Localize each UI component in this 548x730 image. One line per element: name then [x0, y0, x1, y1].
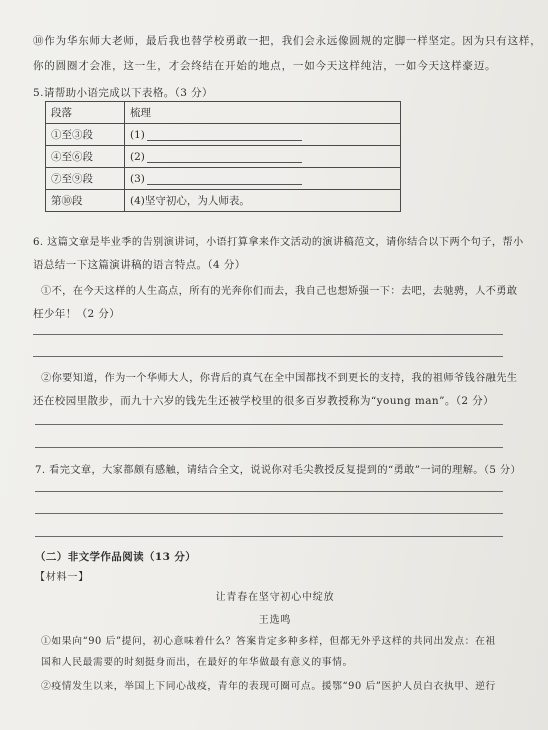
- p2-line1: ②疫情发生以来，举国上下同心战疫，青年的表现可圈可点。援鄂“90 后”医护人员白衣执甲、逆行: [41, 681, 496, 692]
- row-content[interactable]: [125, 168, 401, 190]
- table-row: [46, 168, 401, 190]
- section2-title: （二）非文学作品阅读（13 分）: [35, 551, 197, 563]
- row-label: (3): [130, 172, 145, 185]
- q5-prompt: 5.请帮助小语完成以下表格。（3 分）: [33, 87, 213, 99]
- para10-line2: 你的圆圈才会准，这一生，才会终结在开始的地点，一如今天这样纯洁，一如今天这样豪迈。: [33, 60, 497, 72]
- answer-blank[interactable]: [147, 151, 302, 163]
- header-seg: 段落: [46, 102, 125, 124]
- row-label: (2): [130, 150, 145, 163]
- answer-blank[interactable]: [147, 173, 302, 185]
- answer-line[interactable]: [33, 334, 503, 335]
- article-author: 王选鸣: [258, 615, 292, 626]
- table-row: [46, 190, 401, 212]
- row-content: (4)坚守初心，为人师表。: [125, 190, 401, 212]
- p1-line2: 国和人民最需要的时刻挺身而出，在最好的年华做最有意义的事情。: [41, 657, 353, 668]
- row-seg: ⑦至⑨段: [46, 168, 125, 190]
- q5-table: [45, 101, 401, 212]
- q6-s1-line1: ①不，在今天这样的人生高点，所有的光奔你们而去，我自己也想矫强一下：去吧，去驰骋，人不勇敢: [41, 286, 518, 297]
- table-row: [46, 124, 401, 146]
- answer-line[interactable]: [35, 513, 503, 514]
- answer-line[interactable]: [33, 356, 503, 357]
- row-seg: ④至⑥段: [46, 146, 125, 168]
- answer-line[interactable]: [35, 447, 503, 448]
- q6-s1-line2: 枉少年！（2 分）: [33, 308, 121, 320]
- q6-s2-line1: ②你要知道，作为一个华师大人，你背后的真气在全中国都找不到更长的支持，我的祖师爷钱谷融先生: [41, 373, 518, 384]
- row-content[interactable]: [125, 146, 401, 168]
- row-content[interactable]: [125, 124, 401, 146]
- article-title: 让青春在坚守初心中绽放: [215, 592, 335, 603]
- row-seg: ①至③段: [46, 124, 125, 146]
- row-seg: 第⑩段: [46, 190, 125, 212]
- q7-line1: 7. 看完文章，大家都颇有感触，请结合全文，说说你对毛尖教授反复提到的“勇敢”一词的理解。（5 分）: [35, 465, 522, 476]
- answer-line[interactable]: [35, 424, 503, 425]
- material-label: 【材料一】: [35, 572, 89, 583]
- header-content: 梳理: [125, 102, 401, 124]
- q6-line2: 语总结一下这篇演讲稿的语言特点。（4 分）: [33, 259, 246, 271]
- answer-line[interactable]: [35, 491, 503, 492]
- q6-s2-line2: 还在校园里散步，而九十六岁的钱先生还被学校里的很多百岁教授称为“young man”。（2 分）: [33, 395, 495, 407]
- q6-line1: 6. 这篇文章是毕业季的告别演讲词，小语打算拿来作文活动的演讲稿范文，请你结合以下两个句子，帮小: [33, 237, 524, 248]
- p1-line1: ①如果向“90 后”提问，初心意味着什么？答案肯定多种多样，但都无外乎这样的共同出发点：在祖: [41, 636, 496, 647]
- answer-line[interactable]: [35, 536, 503, 537]
- table-header-row: [46, 102, 401, 124]
- row-label: (1): [130, 128, 145, 141]
- para10-line1: ⑩作为华东师大老师，最后我也替学校勇敢一把，我们会永远像圆规的定脚一样坚定。因为只有这样，: [33, 35, 542, 47]
- table-row: [46, 146, 401, 168]
- answer-blank[interactable]: [147, 129, 302, 141]
